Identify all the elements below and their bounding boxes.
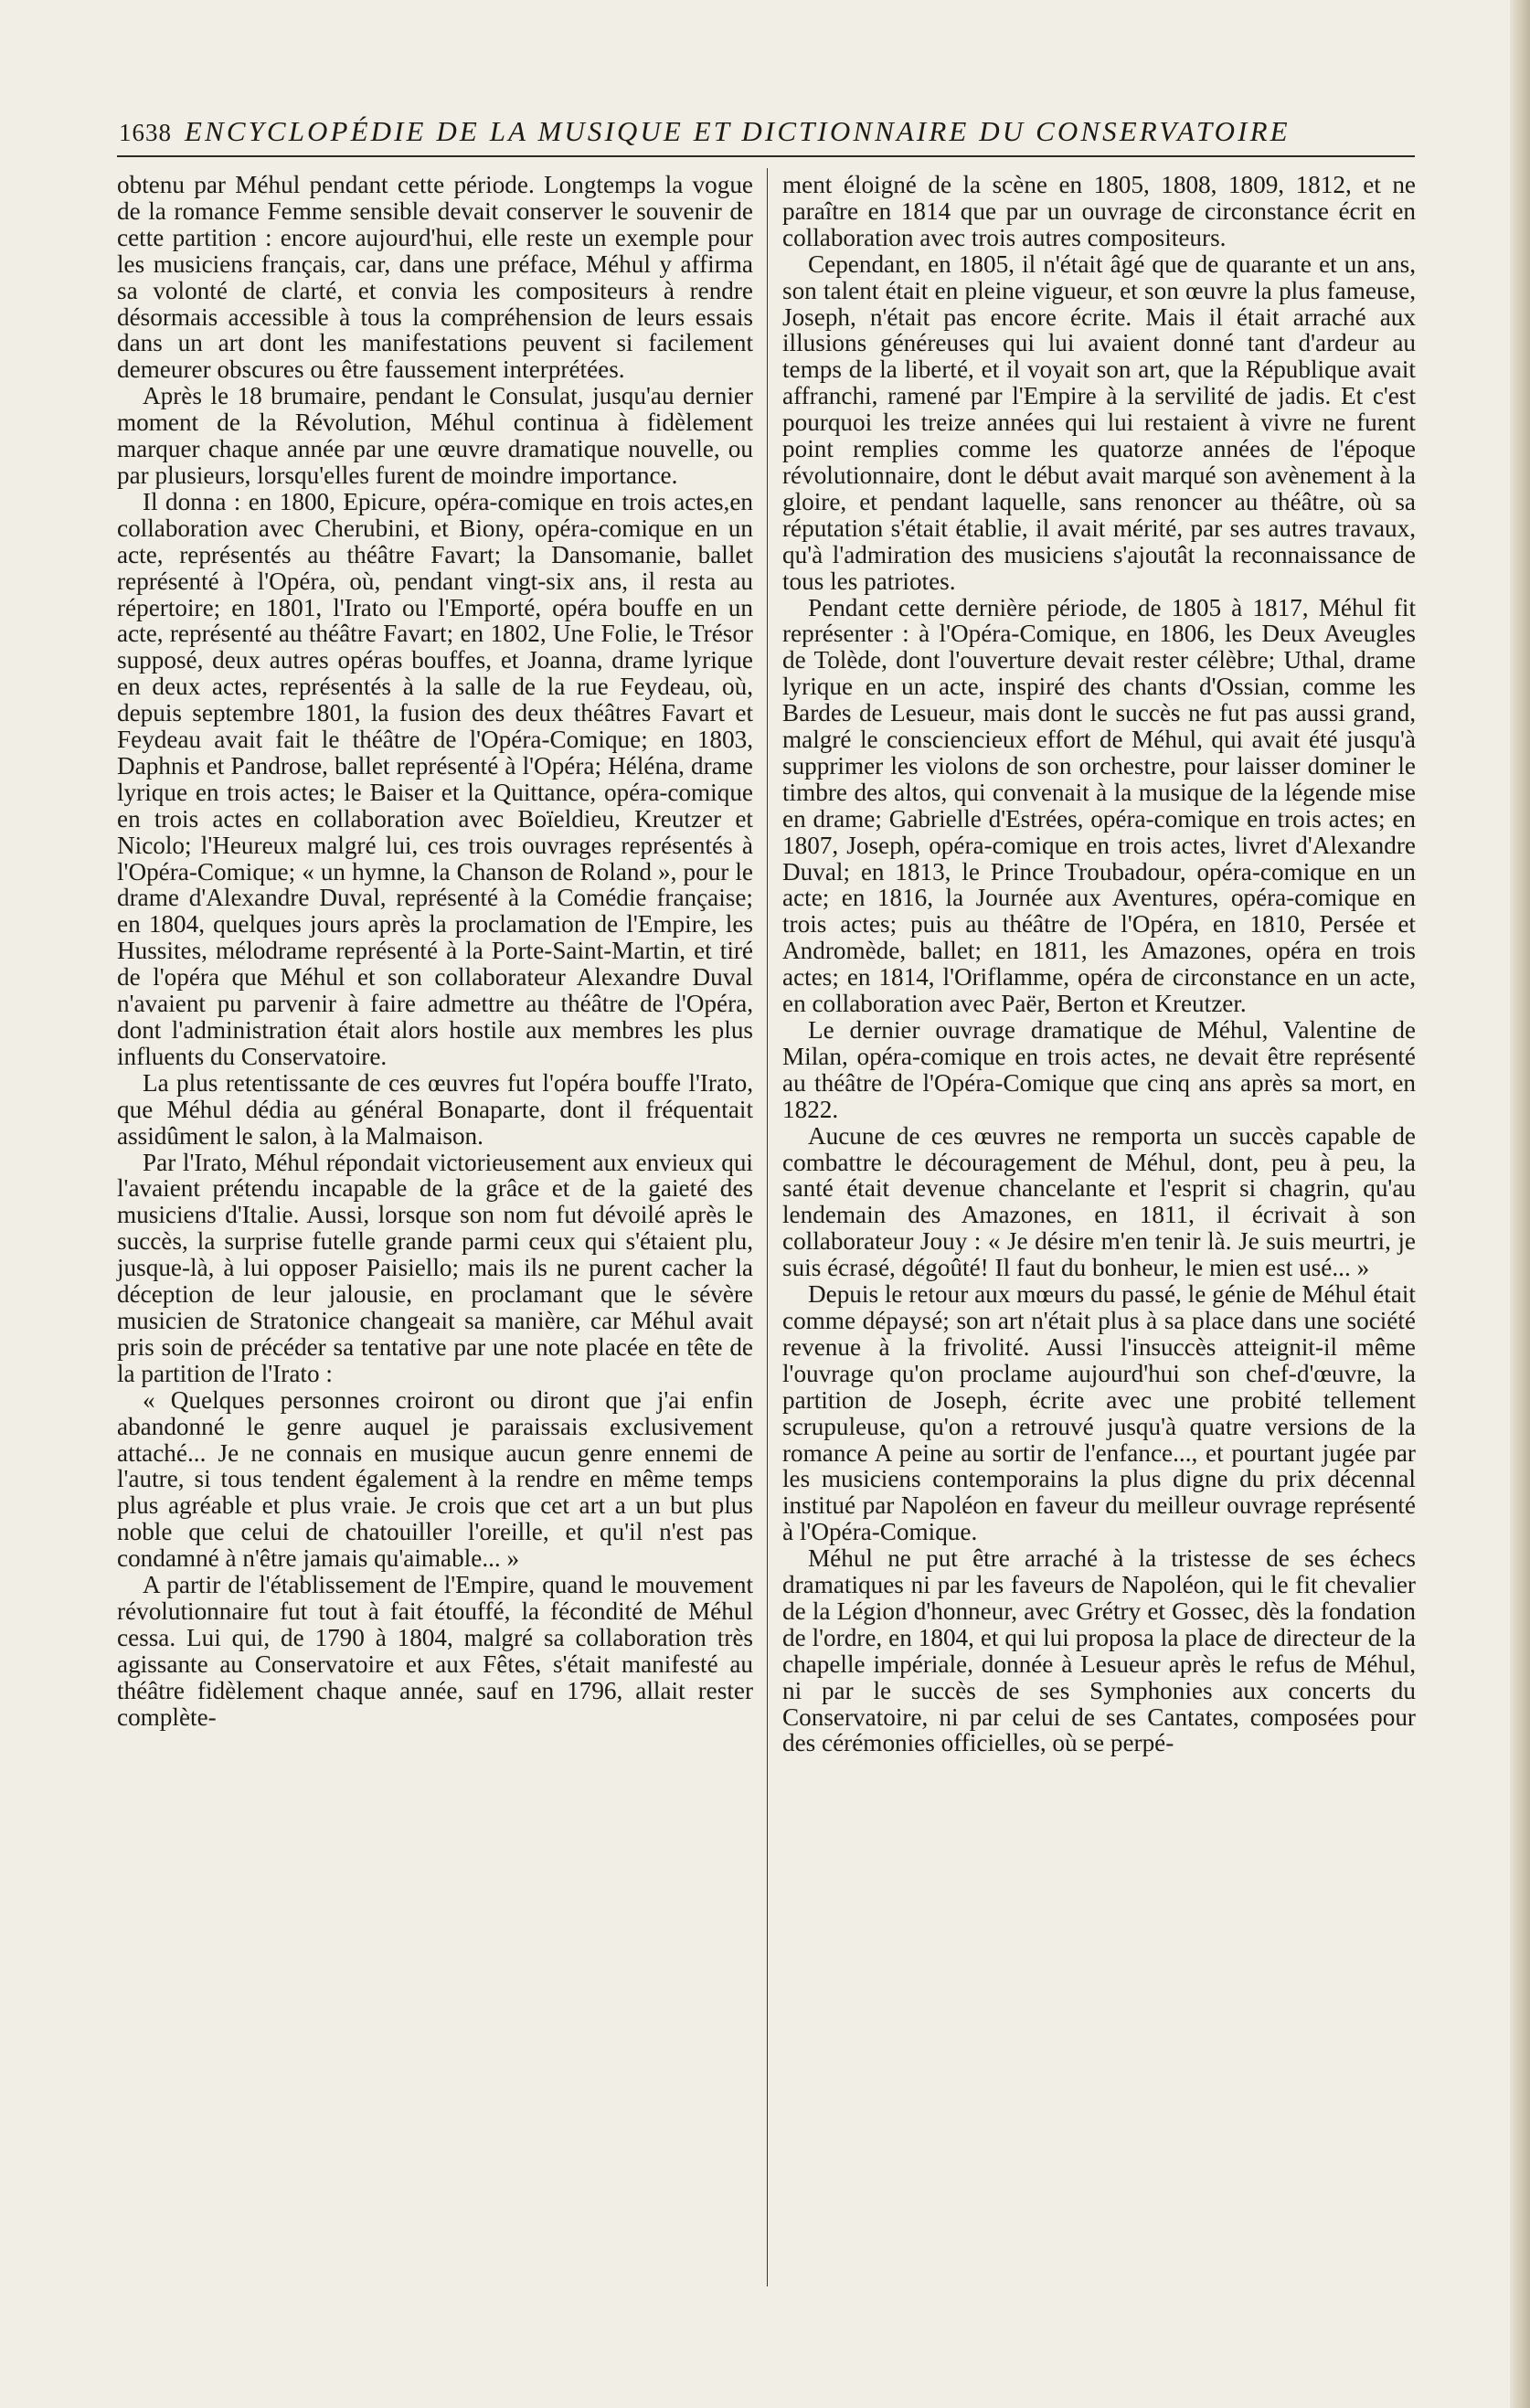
paragraph: Depuis le retour aux mœurs du passé, le génie de Méhul était comme dépaysé; son art n'était plus à sa place dans une société revenue à la frivolité. Aussi l'insuccès atteignit-il même l'ouvrage qu'on proclame aujourd'hui son chef-d'œuvre, la partition de Joseph, écrite avec une probité tellement scrupuleuse, qu'on a retrouvé jusqu'à quatre versions de la romance A peine au sortir de l'enfance..., et pourtant jugée par les musiciens contemporains la plus digne du prix décennal institué par Napoléon en faveur du meilleur ouvrage représenté à l'Opéra-Comique. — [782, 1280, 1416, 1546]
paragraph: Cependant, en 1805, il n'était âgé que de quarante et un ans, son talent était en pleine vigueur, et son œuvre la plus fameuse, Joseph, n'était pas encore écrite. Mais il était arraché aux illusions généreuses qui lui avaient donné tant d'ardeur au temps de la liberté, et il voyait son art, que la République avait affranchi, ramené par l'Empire à la servilité de jadis. Et c'est pourquoi les treize années qui lui restaient à vivre ne furent point remplies comme les quatorze années de l'époque révolutionnaire, dont le début avait marqué son avènement à la gloire, et pendant laquelle, sans renoncer au théâtre, où sa réputation s'était établie, il avait mérité, par ses autres travaux, qu'à l'admiration des musiciens s'ajoutât la reconnaissance de tous les patriotes. — [782, 249, 1416, 595]
paragraph: Aucune de ces œuvres ne remporta un succès capable de combattre le découragement de Méhul, dont, peu à peu, la santé était devenue chancelante et l'esprit si chagrin, qu'au lendemain des Amazones, en 1811, il écrivait à son collaborateur Jouy : « Je désire m'en tenir là. Je suis meurtri, je suis écrasé, dégoûté! Il faut du bonheur, le mien est usé... » — [782, 1121, 1416, 1282]
page-edge-shadow — [1510, 0, 1530, 2408]
page-header — [117, 113, 1415, 157]
column-divider — [767, 168, 768, 2286]
running-title: ENCYCLOPÉDIE DE LA MUSIQUE ET DICTIONNAIRE DU CONSERVATOIRE — [185, 115, 1291, 147]
page-number: 1638 — [119, 119, 172, 146]
paragraph: ment éloigné de la scène en 1805, 1808, 1809, 1812, et ne paraître en 1814 que par un ouvrage de circonstance écrit en collaboration avec trois autres compositeurs. — [782, 171, 1416, 251]
paragraph: Après le 18 brumaire, pendant le Consulat, jusqu'au dernier moment de la Révolution, Méhul continua à fidèlement marquer chaque année par une œuvre dramatique nouvelle, ou par plusieurs, lorsqu'elles furent de moindre importance. — [117, 382, 753, 489]
paragraph: obtenu par Méhul pendant cette période. Longtemps la vogue de la romance Femme sensible devait conserver le souvenir de cette partition : encore aujourd'hui, elle reste un exemple pour les musiciens français, car, dans une préface, Méhul y affirma sa volonté de clarté, et convia les compositeurs à rendre désormais accessible à tous la compréhension de leurs essais dans un art dont les manifestations peuvent si facilement demeurer obscures ou être faussement interprétées. — [117, 171, 753, 384]
paragraph: A partir de l'établissement de l'Empire, quand le mouvement révolutionnaire fut tout à fait étouffé, la fécondité de Méhul cessa. Lui qui, de 1790 à 1804, malgré sa collaboration très agissante au Conservatoire et aux Fêtes, s'était manifesté au théâtre fidèlement chaque année, sauf en 1796, allait rester complète- — [117, 1571, 753, 1731]
paragraph: Le dernier ouvrage dramatique de Méhul, Valentine de Milan, opéra-comique en trois actes, ne devait être représenté au théâtre de l'Opéra-Comique que cinq ans après sa mort, en 1822. — [782, 1016, 1416, 1123]
paragraph: Par l'Irato, Méhul répondait victorieusement aux envieux qui l'avaient prétendu incapable de la grâce et de la gaieté des musiciens d'Italie. Aussi, lorsque son nom fut dévoilé après le succès, la surprise futelle grande parmi ceux qui s'étaient plu, jusque-là, à lui opposer Paisiello; mais ils ne purent cacher la déception de leur jalousie, en proclamant que le sévère musicien de Stratonice changeait sa manière, car Méhul avait pris soin de précéder sa tentative par une note placée en tête de la partition de l'Irato : — [117, 1148, 753, 1387]
paragraph: Méhul ne put être arraché à la tristesse de ses échecs dramatiques ni par les faveurs de Napoléon, qui le fit chevalier de la Légion d'honneur, avec Grétry et Gossec, dès la fondation de l'ordre, en 1804, et qui lui proposa la place de directeur de la chapelle impériale, donnée à Lesueur après le refus de Méhul, ni par le succès de ses Symphonies aux concerts du Conservatoire, ni par celui de ses Cantates, composées pour des cérémonies officielles, où se perpé- — [782, 1544, 1416, 1757]
quotation-paragraph: « Quelques personnes croiront ou diront que j'ai enfin abandonné le genre auquel je paraissais exclusivement attaché... Je ne connais en musique aucun genre ennemi de l'autre, si tous tendent également à la rendre en même temps plus agréable et plus vraie. Je crois que cet art a un but plus noble que celui de chatouiller l'oreille, et qu'il n'est pas condamné à n'être jamais qu'aimable... » — [117, 1385, 753, 1573]
paragraph: Pendant cette dernière période, de 1805 à 1817, Méhul fit représenter : à l'Opéra-Comique, en 1806, les Deux Aveugles de Tolède, dont l'ouverture devait rester célèbre; Uthal, drame lyrique en un acte, inspiré des chants d'Ossian, comme les Bardes de Lesueur, mais dont le succès ne fut pas aussi grand, malgré le consciencieux effort de Méhul, qui avait été jusqu'à supprimer les violons de son orchestre, pour laisser dominer le timbre des altos, qui convenait à la musique de la légende mise en drame; Gabrielle d'Estrées, opéra-comique en trois actes; en 1807, Joseph, opéra-comique en trois actes, livret d'Alexandre Duval; en 1813, le Prince Troubadour, opéra-comique en un acte; en 1816, la Journée aux Aventures, opéra-comique en trois actes; puis au théâtre de l'Opéra, en 1810, Persée et Andromède, ballet; en 1811, les Amazones, opéra en trois actes; en 1814, l'Oriflamme, opéra de circonstance en un acte, en collaboration avec Paër, Berton et Kreutzer. — [782, 593, 1416, 1018]
right-column — [782, 172, 1416, 1756]
left-column — [117, 172, 753, 1730]
paragraph: La plus retentissante de ces œuvres fut l'opéra bouffe l'Irato, que Méhul dédia au général Bonaparte, dont il fréquentait assidûment le salon, à la Malmaison. — [117, 1068, 753, 1150]
paragraph: Il donna : en 1800, Epicure, opéra-comique en trois actes,en collaboration avec Cherubini, et Biony, opéra-comique en un acte, représentés au théâtre Favart; la Dansomanie, ballet représenté à l'Opéra, où, pendant vingt-six ans, il resta au répertoire; en 1801, l'Irato ou l'Emporté, opéra bouffe en un acte, représenté au théâtre Favart; en 1802, Une Folie, le Trésor supposé, deux autres opéras bouffes, et Joanna, drame lyrique en deux actes, représentés à la salle de la rue Feydeau, où, depuis septembre 1801, la fusion des deux théâtres Favart et Feydeau avait fait le théâtre de l'Opéra-Comique; en 1803, Daphnis et Pandrose, ballet représenté à l'Opéra; Héléna, drame lyrique en trois actes; le Baiser et la Quittance, opéra-comique en trois actes en collaboration avec Boïeldieu, Kreutzer et Nicolo; l'Heureux malgré lui, ces trois ouvrages représentés à l'Opéra-Comique; « un hymne, la Chanson de Roland », pour le drame d'Alexandre Duval, représenté à la Comédie française; en 1804, quelques jours après la proclamation de l'Empire, les Hussites, mélodrame représenté à la Porte-Saint-Martin, et tiré de l'opéra que Méhul et son collaborateur Alexandre Duval n'avaient pu parvenir à faire admettre au théâtre de l'Opéra, dont l'administration était alors hostile aux membres les plus influents du Conservatoire. — [117, 487, 753, 1070]
